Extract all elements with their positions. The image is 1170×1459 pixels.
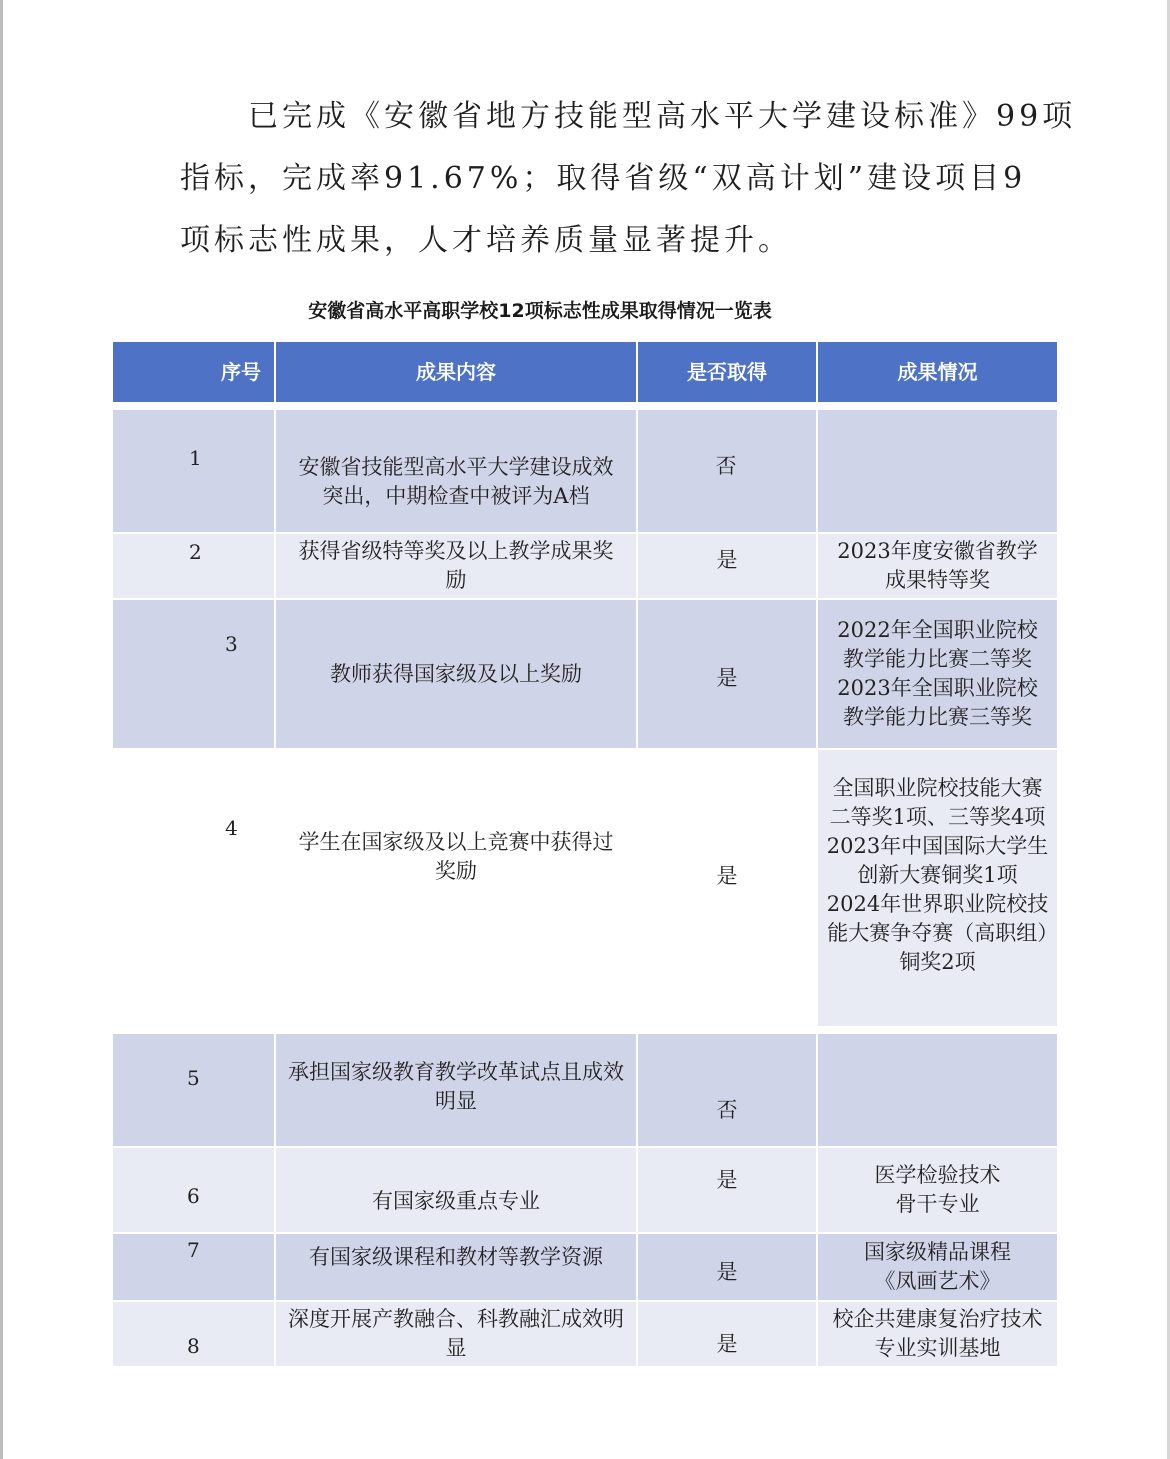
- table-row: [112, 1033, 1058, 1147]
- header-no: 序号: [112, 341, 275, 403]
- result-line: 《凤画艺术》: [874, 1269, 1001, 1293]
- row-obtained: 是: [637, 1233, 817, 1301]
- row-no: 2: [112, 533, 275, 599]
- row-content: 有国家级课程和教材等教学资源: [275, 1233, 637, 1301]
- row-obtained: 是: [637, 749, 817, 1027]
- intro-line-2: 指标，完成率91.67%；取得省级“双高计划”建设项目9: [180, 161, 1027, 196]
- header-result: 成果情况: [817, 341, 1058, 403]
- row-result: [817, 409, 1058, 533]
- result-line: 医学检验技术: [874, 1163, 1001, 1187]
- table-row: [112, 749, 1058, 1027]
- table-title: 安徽省高水平高职学校12项标志性成果取得情况一览表: [308, 300, 772, 322]
- row-result: [817, 1233, 1058, 1301]
- table-row: [112, 1233, 1058, 1301]
- row-result: 校企共建康复治疗技术专业实训基地: [817, 1301, 1058, 1367]
- row-result: [817, 749, 1058, 1027]
- row-no: 6: [112, 1147, 275, 1233]
- row-content: 学生在国家级及以上竞赛中获得过奖励: [275, 749, 637, 1027]
- row-no: 7: [112, 1233, 275, 1301]
- result-line: 2023年中国国际大学生创新大赛铜奖1项: [826, 833, 1049, 887]
- table-row: [112, 409, 1058, 533]
- header-content: 成果内容: [275, 341, 637, 403]
- row-obtained: 否: [637, 1033, 817, 1147]
- row-obtained: 是: [637, 1147, 817, 1233]
- row-no: 4: [112, 749, 275, 1027]
- page-edge-left: [0, 0, 3, 1459]
- row-no: 1: [112, 409, 275, 533]
- row-obtained: 是: [637, 1301, 817, 1367]
- row-result: 2023年度安徽省教学成果特等奖: [817, 533, 1058, 599]
- row-result: 2022年全国职业院校教学能力比赛二等奖2023年全国职业院校教学能力比赛三等奖: [817, 599, 1058, 749]
- row-content: 教师获得国家级及以上奖励: [275, 599, 637, 749]
- row-content: 深度开展产教融合、科教融汇成效明显: [275, 1301, 637, 1367]
- result-line: 全国职业院校技能大赛二等奖1项、三等奖4项: [829, 775, 1046, 829]
- row-content: 承担国家级教育教学改革试点且成效明显: [275, 1033, 637, 1147]
- row-obtained: 否: [637, 409, 817, 533]
- table-row: [112, 599, 1058, 749]
- table-row: [112, 1301, 1058, 1367]
- intro-line-1: 已完成《安徽省地方技能型高水平大学建设标准》99项: [248, 99, 1077, 134]
- row-obtained: 是: [637, 599, 817, 749]
- row-no: 5: [112, 1033, 275, 1147]
- row-no: 3: [112, 599, 275, 749]
- result-line: 2024年世界职业院校技能大赛争夺赛（高职组）铜奖2项: [826, 891, 1049, 974]
- row-content: 安徽省技能型高水平大学建设成效突出，中期检查中被评为A档: [275, 409, 637, 533]
- table-row: [112, 1147, 1058, 1233]
- header-obtained: 是否取得: [637, 341, 817, 403]
- row-result: [817, 1033, 1058, 1147]
- row-no: 8: [112, 1301, 275, 1367]
- row-obtained: 是: [637, 533, 817, 599]
- row-content: 获得省级特等奖及以上教学成果奖励: [275, 533, 637, 599]
- result-line: 骨干专业: [895, 1192, 980, 1216]
- results-table: [111, 340, 1059, 1368]
- table-header-row: [112, 341, 1058, 403]
- row-result: [817, 1147, 1058, 1233]
- row-content: 有国家级重点专业: [275, 1147, 637, 1233]
- table-row: [112, 533, 1058, 599]
- result-line: 国家级精品课程: [864, 1240, 1011, 1264]
- intro-line-3: 项标志性成果，人才培养质量显著提升。: [180, 223, 792, 258]
- intro-paragraph: [180, 86, 1077, 272]
